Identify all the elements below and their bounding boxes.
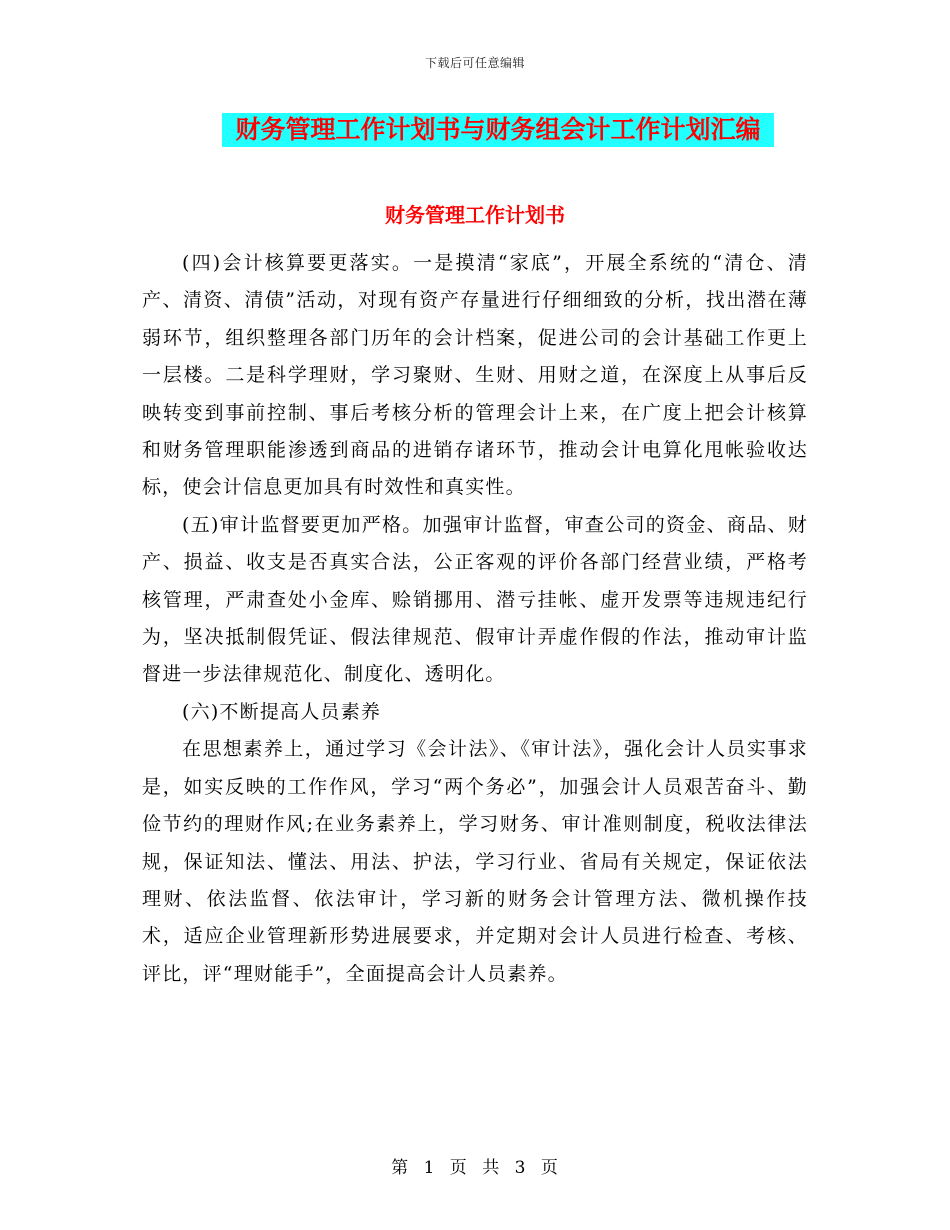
page-number: 第 1 页 共 3 页 — [391, 1158, 559, 1178]
paragraph-staff-quality: 在思想素养上，通过学习《会计法》、《审计法》，强化会计人员实事求是，如实反映的工作作风，学习“两个务必”，加强会计人员艰苦奋斗、勤俭节约的理财作风;在业务素养上，学习财务、审计准则制度，税收法律法规，保证知法、懂法、用法、护法，学习行业、省局有关规定，保证依法理财、依法监督、依法审计，学习新的财务会计管理方法、微机操作技术，适应企业管理新形势进展要求，并定期对会计人员进行检查、考核、评比，评“理财能手”，全面提高会计人员素养。 — [142, 738, 808, 985]
document-body — [142, 245, 808, 993]
header-note: 下载后可任意编辑 — [424, 56, 525, 70]
paragraph-staff-heading: (六)不断提高人员素养 — [182, 700, 382, 723]
document-title: 财务管理工作计划书与财务组会计工作计划汇编 — [222, 113, 774, 147]
paragraph-audit: (五)审计监督要更加严格。加强审计监督，审查公司的资金、商品、财产、损益、收支是否真实合法，公正客观的评价各部门经营业绩，严格考核管理，严肃查处小金库、赊销挪用、潜亏挂帐、虚开发票等违规违纪行为，坚决抵制假凭证、假法律规范、假审计弄虚作假的作法，推动审计监督进一步法律规范化、制度化、透明化。 — [142, 513, 808, 686]
paragraph-accounting: (四)会计核算要更落实。一是摸清“家底”，开展全系统的“清仓、清产、清资、清债”活动，对现有资产存量进行仔细细致的分析，找出潜在薄弱环节，组织整理各部门历年的会计档案，促进公司的会计基础工作更上一层楼。二是科学理财，学习聚财、生财、用财之道，在深度上从事后反映转变到事前控制、事后考核分析的管理会计上来，在广度上把会计核算和财务管理职能渗透到商品的进销存诸环节，推动会计电算化甩帐验收达标，使会计信息更加具有时效性和真实性。 — [142, 252, 808, 499]
section-title: 财务管理工作计划书 — [385, 203, 565, 227]
